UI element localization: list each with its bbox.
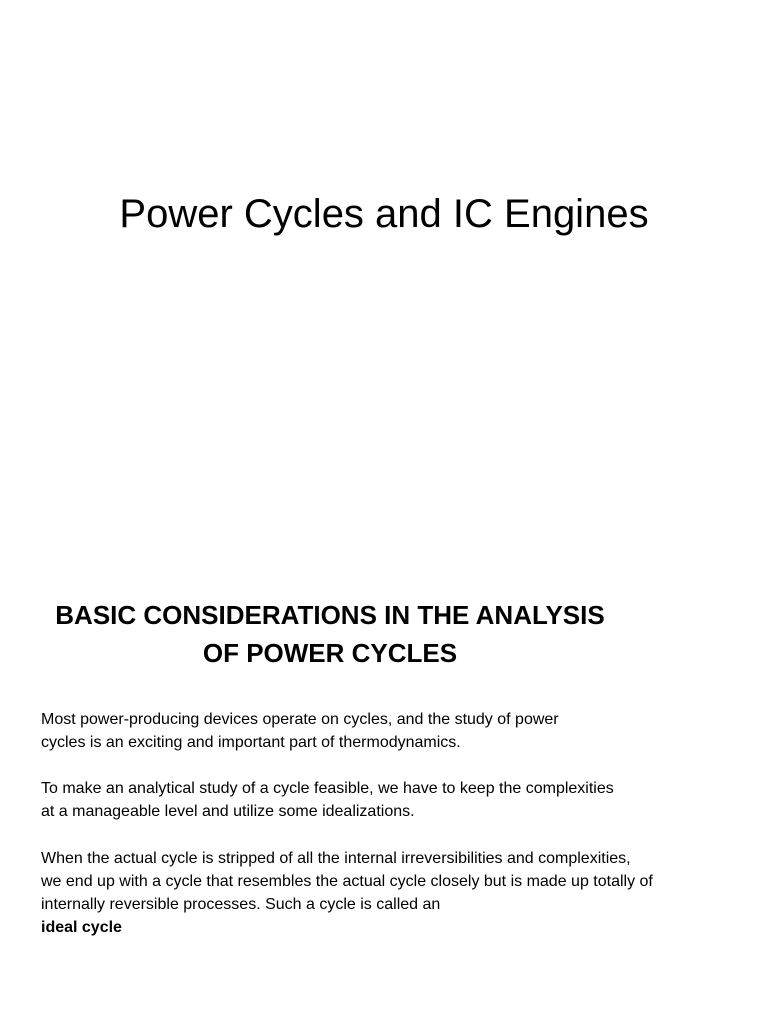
paragraph-line: cycles is an exciting and important part of thermodynamics. xyxy=(41,734,461,751)
paragraph-power-cycles-intro xyxy=(41,708,751,754)
paragraph-idealizations xyxy=(41,777,751,823)
paragraph-line: internally reversible processes. Such a cycle is called an xyxy=(41,896,441,913)
paragraph-line: To make an analytical study of a cycle feasible, we have to keep the complexities xyxy=(41,780,614,797)
ideal-cycle-term: ideal cycle xyxy=(41,919,122,936)
paragraph-line: When the actual cycle is stripped of all the internal irreversibilities and complexities, xyxy=(41,850,631,867)
paragraph-line: at a manageable level and utilize some idealizations. xyxy=(41,803,415,820)
paragraph-ideal-cycle-definition xyxy=(41,847,751,916)
section-heading xyxy=(20,596,640,672)
paragraph-line: Most power-producing devices operate on cycles, and the study of power xyxy=(41,711,559,728)
paragraph-line: we end up with a cycle that resembles the actual cycle closely but is made up totally of xyxy=(41,873,653,890)
section-heading-line-1: BASIC CONSIDERATIONS IN THE ANALYSIS xyxy=(55,600,605,630)
section-heading-line-2: OF POWER CYCLES xyxy=(202,638,458,668)
page-title: Power Cycles and IC Engines xyxy=(119,192,649,236)
